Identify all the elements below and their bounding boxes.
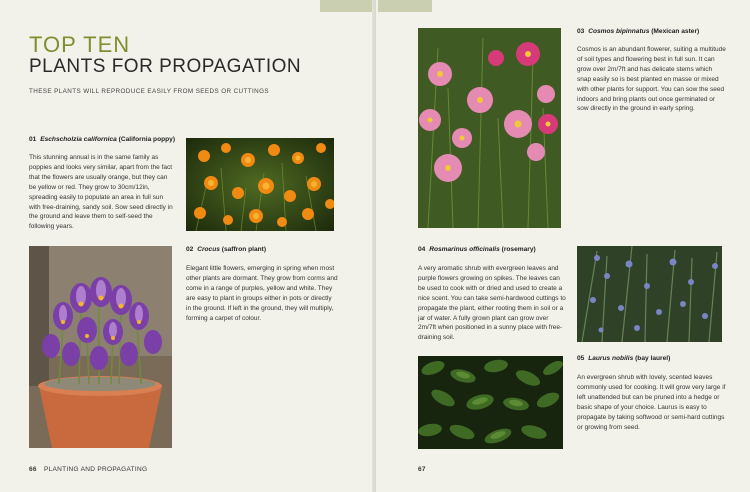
plant-description-01: This stunning annual is in the same family as poppies and looks very similar, apart from the fact that the flowers are usually orange, but they can be yellow or red. They grow to 30cm/12in, spreading easily to populate an area in full sun with free-draining, sandy soil. Sow seed directly in the ground and leave them to self-seed the following years. [29, 154, 173, 231]
plant-number: 01 [29, 136, 37, 143]
page-tab-marker [378, 0, 432, 12]
cosmos-photo [418, 28, 561, 228]
plant-description-05: An evergreen shrub with lovely, scented leaves commonly used for cooking. It will grow very large if left unattended but can be pruned into a hedge or basic shape of your choice. Laurus is easy to propagate by taking softwood or semi-hard cuttings or growing from seed. [577, 374, 726, 431]
california-poppy-photo [186, 138, 334, 231]
plant-description-03: Cosmos is an abundant flowerer, suiting a multitude of soil types and flowering best in full sun. It can grow over 2m/7ft and has delicate stems which snap easily so is best planted en masse or mixed with other plants for support. You can sow the seed indoors and bring plants out once germinated or sow directly in the ground in early spring. [577, 46, 726, 113]
plant-common-name: (saffron plant) [221, 246, 267, 253]
crocus-photo [29, 246, 172, 448]
plant-heading-05 [577, 355, 670, 363]
plant-number: 05 [577, 355, 585, 362]
plant-common-name: (California poppy) [118, 136, 176, 143]
plant-number: 03 [577, 28, 585, 35]
plant-common-name: (Mexican aster) [651, 28, 700, 35]
plant-description-04: A very aromatic shrub with evergreen leaves and purple flowers growing on spikes. The leaves can be used to cook with or dried and used to create a nice scent. You can take semi-hardwood cuttings to propagate the plant, either rooting them in soil or a jar of water. A fully grown plant can grow over 2m/7ft when positioned in a sunny place with free-draining soil. [418, 265, 566, 342]
bay-laurel-photo [418, 356, 563, 449]
plant-common-name: (rosemary) [501, 246, 536, 253]
plant-scientific-name: Crocus [197, 246, 220, 253]
page-title: PLANTS FOR PROPAGATION [29, 56, 302, 77]
title-line-1: TOP TEN [29, 32, 131, 57]
plant-heading-04 [418, 246, 536, 254]
right-page [376, 0, 750, 492]
plant-heading-02 [186, 246, 266, 254]
plant-number: 04 [418, 246, 426, 253]
rosemary-photo [577, 246, 722, 342]
page-number-left: 66 [29, 466, 37, 473]
left-page [0, 0, 374, 492]
plant-heading-01 [29, 136, 175, 144]
page-tab-marker [320, 0, 374, 12]
left-page-footer [29, 466, 147, 473]
plant-scientific-name: Rosmarinus officinalis [429, 246, 500, 253]
section-name: PLANTING AND PROPAGATING [43, 466, 148, 473]
plant-scientific-name: Eschscholzia californica [40, 136, 117, 143]
plant-scientific-name: Cosmos bipinnatus [588, 28, 650, 35]
plant-heading-03 [577, 28, 699, 36]
plant-scientific-name: Laurus nobilis [588, 355, 634, 362]
page-subtitle: THESE PLANTS WILL REPRODUCE EASILY FROM SEEDS OR CUTTINGS [29, 88, 269, 95]
plant-number: 02 [186, 246, 194, 253]
plant-common-name: (bay laurel) [635, 355, 671, 362]
plant-description-02: Elegant little flowers, emerging in spring when most other plants are dormant. They grow from corms and come in a range of purples, yellow and white. They are easy to plant in groups either in pots or directly in the ground. If left in the ground, they will multiply, forming a carpet of colour. [186, 265, 338, 322]
right-page-footer [418, 466, 431, 473]
page-number-right: 67 [418, 466, 426, 473]
